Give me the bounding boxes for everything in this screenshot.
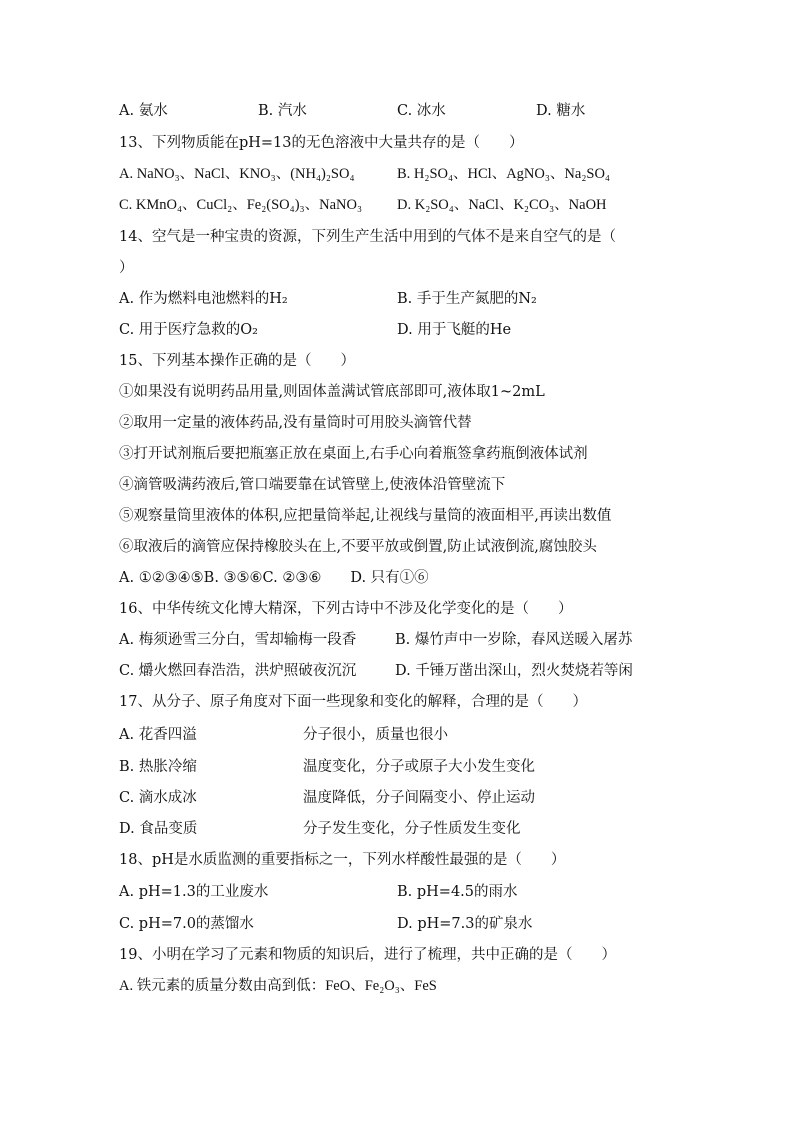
q15-item-2: ②取用一定量的液体药品,没有量筒时可用胶头滴管代替 (119, 415, 472, 431)
q17-row-d-explain: 分子发生变化，分子性质发生变化 (303, 821, 521, 837)
q12-option-a: A. 氨水 (119, 103, 168, 119)
q17-row-b-label: B. 热胀冷缩 (119, 759, 197, 775)
q15-item-5: ⑤观察量筒里液体的体积,应把量筒举起,让视线与量筒的液面相平,再读出数值 (119, 508, 612, 524)
q13-option-c: C. KMnO₄、CuCl₂、Fe₂(SO₄)₃、NaNO₃ (119, 197, 363, 213)
q15-options: A. ①②③④⑤B. ③⑤⑥C. ②③⑥ D. 只有①⑥ (119, 570, 429, 586)
q17-row-c-label: C. 滴水成冰 (119, 790, 197, 806)
q18-option-c: C. pH=7.0的蒸馏水 (119, 916, 254, 932)
q14-stem-continued: ） (119, 260, 134, 276)
q18-stem: 18、pH是水质监测的重要指标之一，下列水样酸性最强的是（ ） (119, 852, 566, 868)
q16-option-c: C. 爝火燃回春浩浩，洪炉照破夜沉沉 (119, 663, 357, 679)
q15-item-1: ①如果没有说明药品用量,则固体盖满试管底部即可,液体取1~2mL (119, 384, 545, 400)
q13-stem: 13、下列物质能在pH=13的无色溶液中大量共存的是（ ） (119, 135, 524, 151)
q14-option-a: A. 作为燃料电池燃料的H₂ (119, 291, 288, 307)
q17-row-c-explain: 温度降低，分子间隔变小、停止运动 (303, 790, 535, 806)
q19-option-a: A. 铁元素的质量分数由高到低：FeO、Fe₂O₃、FeS (119, 978, 437, 994)
q18-option-b: B. pH=4.5的雨水 (397, 884, 518, 900)
q16-option-d: D. 千锤万凿出深山，烈火焚烧若等闲 (395, 663, 633, 679)
q15-item-3: ③打开试剂瓶后要把瓶塞正放在桌面上,右手心向着瓶签拿药瓶倒液体试剂 (119, 446, 588, 462)
q12-option-b: B. 汽水 (258, 103, 307, 119)
q14-option-b: B. 手于生产氮肥的N₂ (397, 291, 537, 307)
q17-row-a-explain: 分子很小，质量也很小 (303, 727, 448, 743)
q14-stem: 14、空气是一种宝贵的资源，下列生产生活中用到的气体不是来自空气的是（ (119, 229, 616, 245)
q15-item-4: ④滴管吸满药液后,管口端要靠在试管壁上,使液体沿管壁流下 (119, 477, 506, 493)
q16-option-a: A. 梅须逊雪三分白，雪却输梅一段香 (119, 632, 357, 648)
q13-option-a: A. NaNO₃、NaCl、KNO₃、(NH₄)₂SO₄ (119, 166, 355, 182)
q12-option-d: D. 糖水 (536, 103, 586, 119)
q15-stem: 15、下列基本操作正确的是（ ） (119, 353, 355, 369)
q12-option-c: C. 冰水 (397, 103, 446, 119)
q17-row-d-label: D. 食品变质 (119, 821, 198, 837)
q14-option-d: D. 用于飞艇的He (397, 322, 512, 338)
q17-stem: 17、从分子、原子角度对下面一些现象和变化的解释，合理的是（ ） (119, 694, 587, 710)
q16-option-b: B. 爆竹声中一岁除，春风送暖入屠苏 (395, 632, 633, 648)
q18-option-d: D. pH=7.3的矿泉水 (397, 916, 533, 932)
q13-option-d: D. K₂SO₄、NaCl、K₂CO₃、NaOH (397, 197, 607, 213)
q13-option-b: B. H₂SO₄、HCl、AgNO₃、Na₂SO₄ (397, 166, 610, 182)
q17-row-b-explain: 温度变化，分子或原子大小发生变化 (303, 759, 535, 775)
q19-stem: 19、小明在学习了元素和物质的知识后，进行了梳理，共中正确的是（ ） (119, 947, 616, 963)
q14-option-c: C. 用于医疗急救的O₂ (119, 322, 258, 338)
q15-item-6: ⑥取液后的滴管应保持橡胶头在上,不要平放或倒置,防止试液倒流,腐蚀胶头 (119, 539, 597, 555)
q18-option-a: A. pH=1.3的工业废水 (119, 884, 269, 900)
q17-row-a-label: A. 花香四溢 (119, 727, 197, 743)
q16-stem: 16、中华传统文化博大精深，下列古诗中不涉及化学变化的是（ ） (119, 601, 573, 617)
